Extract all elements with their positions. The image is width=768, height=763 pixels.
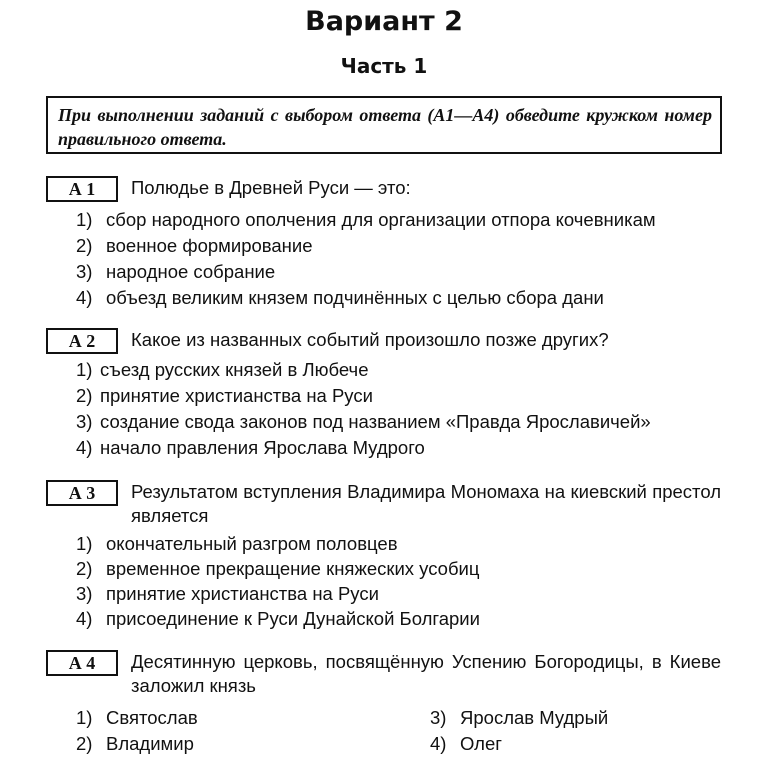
answer-option[interactable] — [76, 607, 480, 631]
answer-option[interactable] — [76, 436, 425, 460]
variant-title: Вариант 2 — [305, 6, 463, 37]
option-text: Владимир — [106, 733, 194, 754]
option-number: 1) — [76, 359, 93, 380]
task-label: А 1 — [46, 176, 118, 202]
option-number: 4) — [76, 287, 93, 308]
answer-option[interactable] — [76, 234, 313, 258]
answer-option[interactable] — [76, 384, 373, 408]
answer-option[interactable] — [76, 532, 398, 556]
answer-option[interactable] — [76, 706, 198, 730]
option-number: 3) — [76, 411, 93, 432]
task-label: А 3 — [46, 480, 118, 506]
part-title: Часть 1 — [340, 54, 428, 78]
option-text: Ярослав Мудрый — [460, 707, 609, 728]
option-number: 4) — [76, 437, 93, 458]
option-number: 1) — [76, 533, 93, 554]
task-question: Десятинную церковь, посвящённую Успению Богородицы, в Киеве заложил князь — [131, 651, 721, 696]
answer-option[interactable] — [76, 732, 194, 756]
option-text: окончательный разгром половцев — [106, 533, 398, 554]
option-number: 2) — [76, 558, 93, 579]
answer-option[interactable] — [76, 582, 379, 606]
answer-option[interactable] — [76, 557, 480, 581]
option-number: 3) — [430, 707, 447, 728]
option-text: Святослав — [106, 707, 198, 728]
task-question: Какое из названных событий произошло позже других? — [131, 329, 609, 350]
option-text: принятие христианства на Руси — [106, 583, 379, 604]
option-number: 1) — [76, 707, 93, 728]
option-number: 2) — [76, 733, 93, 754]
answer-option[interactable] — [430, 732, 502, 756]
answer-option[interactable] — [76, 208, 656, 232]
option-number: 3) — [76, 261, 93, 282]
task-label: А 2 — [46, 328, 118, 354]
option-text: съезд русских князей в Любече — [100, 359, 369, 380]
option-text: Олег — [460, 733, 503, 754]
option-text: военное формирование — [106, 235, 313, 256]
option-text: народное собрание — [106, 261, 276, 282]
answer-option[interactable] — [76, 410, 651, 434]
option-number: 3) — [76, 583, 93, 604]
answer-option[interactable] — [76, 286, 604, 310]
answer-option[interactable] — [76, 358, 369, 382]
instruction-box: При выполнении заданий с выбором ответа (А1—А4) обведите кружком номер правильного ответа. — [46, 96, 722, 154]
option-number: 4) — [430, 733, 447, 754]
option-text: принятие христианства на Руси — [100, 385, 373, 406]
option-text: начало правления Ярослава Мудрого — [100, 437, 425, 458]
option-text: присоединение к Руси Дунайской Болгарии — [106, 608, 480, 629]
task-label: А 4 — [46, 650, 118, 676]
answer-option[interactable] — [76, 260, 275, 284]
option-text: создание свода законов под названием «Правда Ярославичей» — [100, 411, 651, 432]
task-question: Результатом вступления Владимира Мономаха на киевский престол является — [131, 481, 721, 526]
option-text: сбор народного ополчения для организации отпора кочевникам — [106, 209, 656, 230]
option-number: 2) — [76, 385, 93, 406]
option-number: 4) — [76, 608, 93, 629]
task-question: Полюдье в Древней Руси — это: — [131, 177, 411, 198]
option-number: 2) — [76, 235, 93, 256]
option-number: 1) — [76, 209, 93, 230]
answer-option[interactable] — [430, 706, 608, 730]
option-text: временное прекращение княжеских усобиц — [106, 558, 480, 579]
option-text: объезд великим князем подчинённых с целью сбора дани — [106, 287, 604, 308]
